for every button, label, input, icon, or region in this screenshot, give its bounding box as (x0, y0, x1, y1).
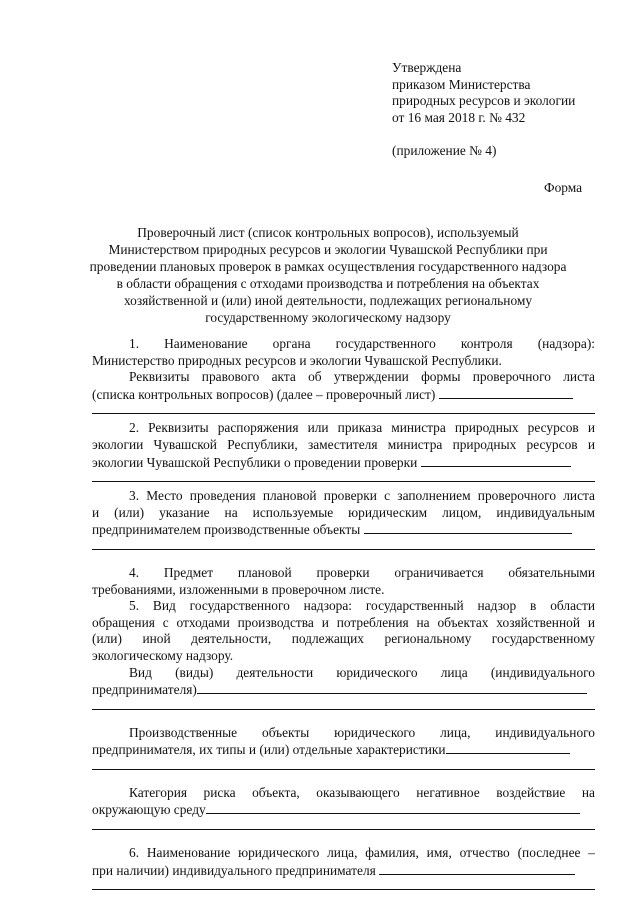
blank-line[interactable] (92, 403, 595, 414)
activity-line: Вид (виды) деятельности юридического лица (индивидуального (129, 664, 595, 680)
item-1-line: Министерство природных ресурсов и экологии Чувашской Республики. (92, 352, 502, 368)
legal-act-text: (списка контрольных вопросов) (далее – проверочный лист) (92, 386, 436, 402)
objects-text: предпринимателя, их типы и (или) отдельные характеристики (92, 742, 446, 758)
item-2-line (92, 454, 595, 472)
approval-line: приказом Министерства (392, 76, 531, 92)
appendix-label: (приложение № 4) (392, 143, 497, 158)
objects-line: Производственные объекты юридического лица, индивидуального (129, 724, 595, 740)
item-2-line: 2. Реквизиты распоряжения или приказа министра природных ресурсов и (129, 420, 595, 436)
order-blank[interactable] (421, 454, 571, 467)
item-3-line: 3. Место проведения плановой проверки с заполнением проверочного листа (129, 488, 595, 504)
item-5-line: 5. Вид государственного надзора: государственный надзор в области (129, 598, 595, 614)
blank-line[interactable] (92, 879, 595, 890)
blank-line[interactable] (92, 759, 595, 770)
objects-line (92, 741, 595, 759)
title-line: Министерством природных ресурсов и экологии Чувашской Республики при (108, 242, 548, 257)
item-6-text: при наличии) индивидуального предпринимателя (92, 862, 376, 878)
title-line: хозяйственной и (или) иной деятельности, подлежащих региональному (123, 293, 533, 308)
item-2-line: экологии Чувашской Республики, заместителя министра природных ресурсов и (92, 436, 595, 452)
title-line: проведении плановых проверок в рамках осуществления государственного надзора (89, 259, 567, 274)
risk-blank[interactable] (206, 801, 580, 814)
form-label: Форма (544, 180, 583, 195)
blank-line[interactable] (92, 819, 595, 830)
blank-line[interactable] (92, 539, 595, 550)
title-line: в области обращения с отходами производства и потребления на объектах (116, 276, 540, 291)
location-blank[interactable] (364, 521, 572, 534)
item-5-line: (или) иной деятельности, подлежащих региональному государственному (92, 631, 595, 647)
legal-act-blank[interactable] (439, 386, 573, 399)
risk-line (92, 801, 595, 819)
item-3-line: и (или) указание на используемые юридическим лицом, индивидуальным (92, 504, 595, 520)
activity-text: предпринимателя) (92, 682, 197, 698)
risk-text: окружающую среду (92, 802, 206, 818)
title-line: государственному экологическому надзору (205, 310, 451, 325)
item-4-line: требованиями, изложенными в проверочном листе. (92, 581, 385, 597)
approval-stamp (392, 60, 622, 126)
entity-name-blank[interactable] (379, 862, 575, 875)
item-5-line: обращения с отходами производства и потребления на объектах хозяйственной и (92, 614, 595, 630)
risk-line: Категория риска объекта, оказывающего негативное воздействие на (129, 784, 595, 800)
item-4-line: 4. Предмет плановой проверки ограничивается обязательными (129, 564, 595, 580)
blank-line[interactable] (92, 471, 595, 482)
document-title (88, 224, 568, 326)
approval-line: от 16 мая 2018 г. № 432 (392, 109, 526, 125)
legal-act-line: Реквизиты правового акта об утверждении формы проверочного листа (129, 369, 595, 385)
legal-act-line (92, 386, 595, 404)
objects-blank[interactable] (446, 741, 570, 754)
item-2-text: экологии Чувашской Республики о проведении проверки (92, 454, 418, 470)
activity-blank[interactable] (197, 681, 587, 694)
item-6-line: 6. Наименование юридического лица, фамилия, имя, отчество (последнее – (129, 845, 595, 861)
item-3-text: предпринимателем производственные объекты (92, 522, 361, 538)
approval-line: природных ресурсов и экологии (392, 93, 576, 108)
approval-line: Утверждена (392, 60, 462, 75)
activity-line (92, 681, 595, 699)
item-6-line (92, 862, 595, 880)
document-body (92, 336, 595, 896)
blank-line[interactable] (92, 699, 595, 710)
title-line: Проверочный лист (список контрольных вопросов), используемый (137, 225, 519, 240)
item-5-line: экологическому надзору. (92, 647, 234, 663)
item-1-line: 1. Наименование органа государственного контроля (надзора): (129, 336, 595, 351)
item-3-line (92, 521, 595, 539)
